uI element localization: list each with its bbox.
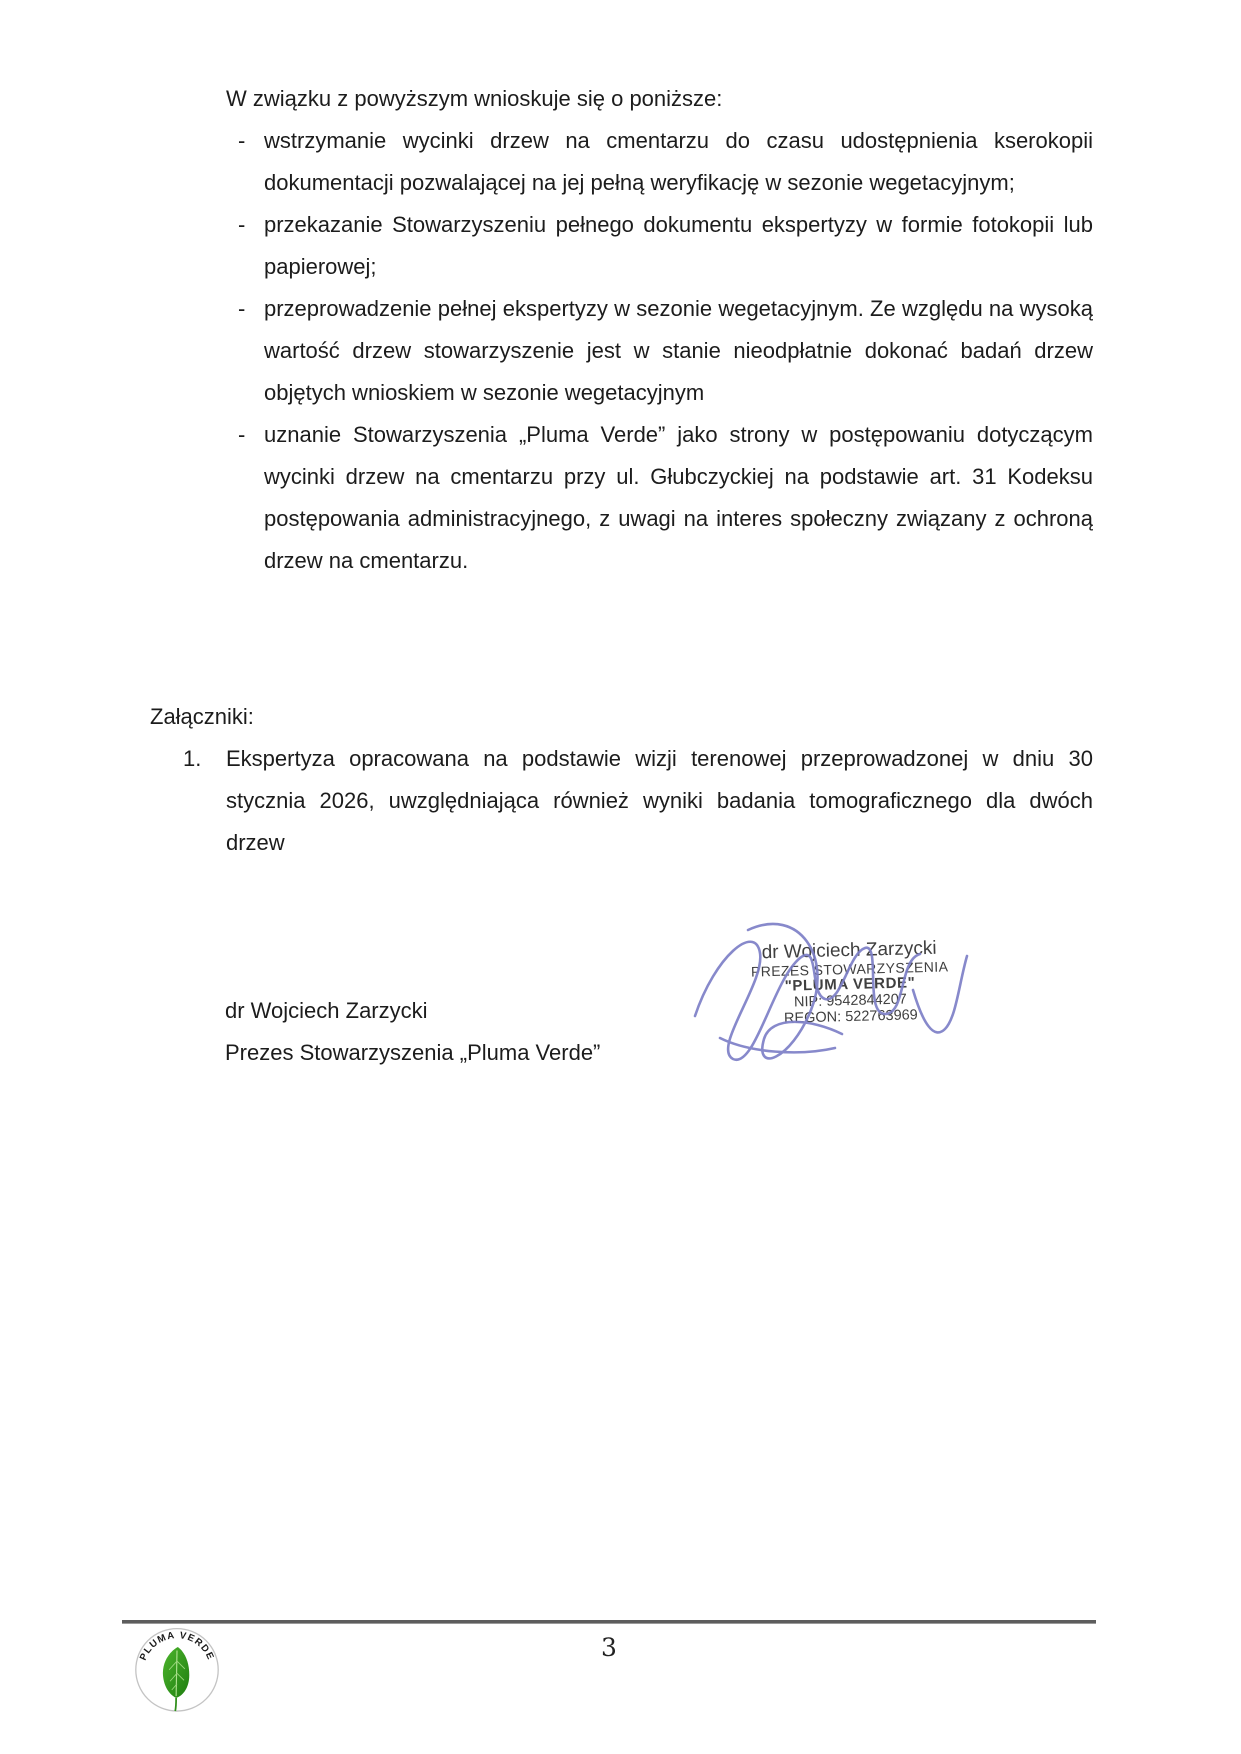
bullet-marker: -	[238, 296, 246, 321]
handwritten-signature-icon	[660, 898, 990, 1078]
request-text: wstrzymanie wycinki drzew na cmentarzu do czasu udostępnienia kserokopii dokumentacji pozwalającej na jej pełną weryfikację w sezonie wegetacyjnym;	[264, 128, 1093, 195]
request-text: przeprowadzenie pełnej ekspertyzy w sezonie wegetacyjnym. Ze względu na wysoką wartość drzew stowarzyszenie jest w stanie nieodpłatnie dokonać badań drzew objętych wnioskiem w sezonie wegetacyjnym	[264, 296, 1093, 405]
list-item	[150, 414, 1093, 582]
pluma-verde-logo	[133, 1626, 221, 1754]
footer-divider	[122, 1620, 1096, 1624]
bullet-marker: -	[238, 212, 246, 237]
stamp-name: dr Wojciech Zarzycki	[761, 937, 937, 964]
stamp-role: PREZES STOWARZYSZENIA	[750, 958, 949, 980]
request-text: przekazanie Stowarzyszeniu pełnego dokumentu ekspertyzy w formie fotokopii lub papierowej;	[264, 212, 1093, 279]
request-list	[150, 120, 1093, 582]
bullet-marker: -	[238, 422, 246, 447]
list-item	[150, 288, 1093, 414]
signer-title: Prezes Stowarzyszenia „Pluma Verde”	[225, 1040, 601, 1065]
stamp-org: "PLUMA VERDE"	[784, 974, 916, 995]
signer-name: dr Wojciech Zarzycki	[225, 998, 428, 1023]
request-text: uznanie Stowarzyszenia „Pluma Verde” jako strony w postępowaniu dotyczącym wycinki drzew na cmentarzu przy ul. Głubczyckiej na podstawie art. 31 Kodeksu postępowania administracyjnego, z uwagi na interes społeczny związany z ochroną drzew na cmentarzu.	[264, 422, 1093, 573]
stamp-regon: REGON: 522763969	[783, 1007, 918, 1027]
intro-paragraph: W związku z powyższym wnioskuje się o poniższe:	[226, 86, 723, 111]
stamp-nip: NIP: 9542844207	[793, 991, 908, 1011]
list-item	[150, 738, 1093, 864]
page-number: 3	[601, 1633, 617, 1662]
attachment-text: Ekspertyza opracowana na podstawie wizji terenowej przeprowadzonej w dniu 30 stycznia 2026, uwzględniająca również wyniki badania tomograficznego dla dwóch drzew	[226, 746, 1093, 855]
logo-arc-text: PLUMA VERDE	[137, 1630, 217, 1663]
list-item	[150, 120, 1093, 204]
attachments-heading: Załączniki:	[150, 704, 254, 729]
bullet-marker: -	[238, 128, 246, 153]
list-item	[150, 204, 1093, 288]
attachment-number: 1.	[183, 746, 202, 771]
